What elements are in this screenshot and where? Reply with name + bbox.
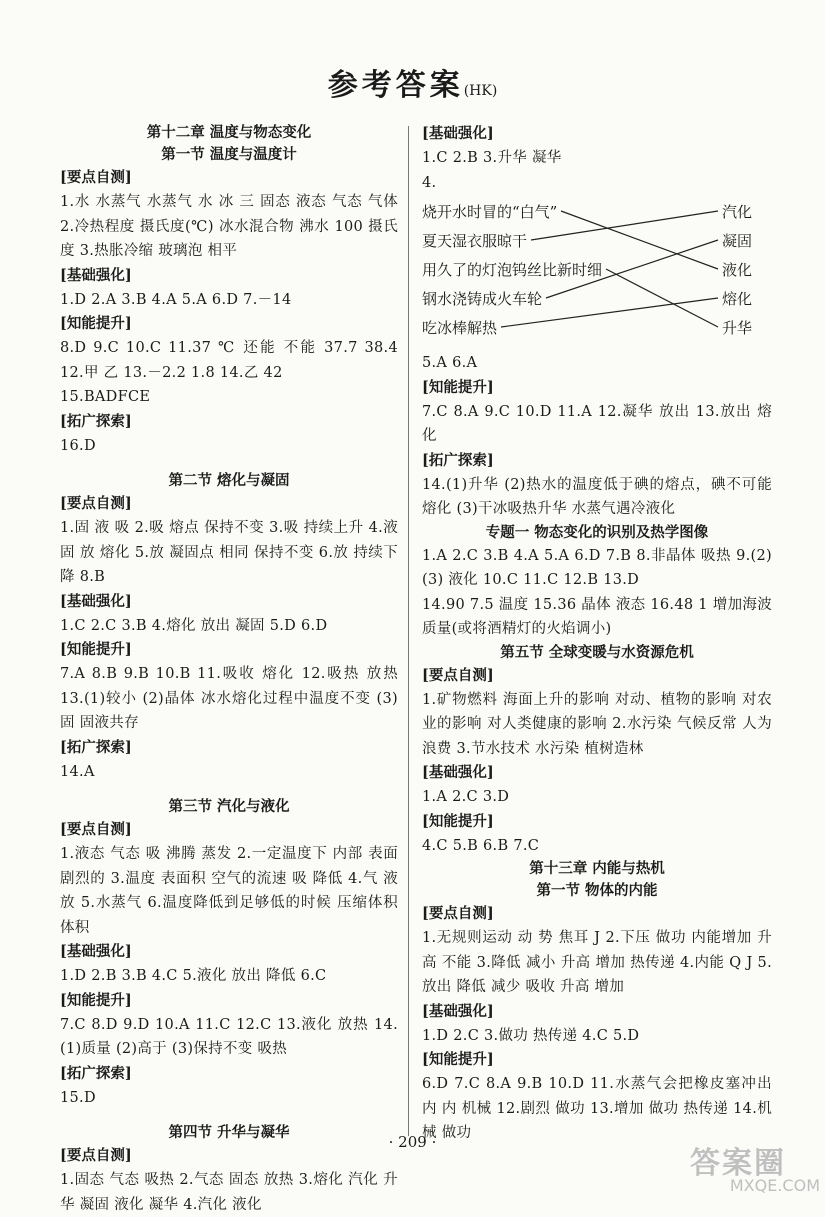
watermark-text: 答案圈 bbox=[690, 1146, 786, 1181]
match-right-item: 熔化 bbox=[722, 290, 753, 308]
column-divider bbox=[408, 126, 409, 1136]
exercise-tag: [拓广探索] bbox=[60, 1064, 132, 1082]
answer-text: 1.D 2.C 3.做功 热传递 4.C 5.D bbox=[422, 1027, 640, 1044]
match-right-item: 升华 bbox=[722, 319, 753, 337]
exercise-tag: [拓广探索] bbox=[60, 412, 132, 430]
answer-text: 6.D 7.C 8.A 9.B 10.D 11.水蒸气会把橡皮塞冲出 内 内 机械 12.剧烈 做功 13.增加 做功 热传递 14.机械 做功 bbox=[422, 1076, 772, 1141]
answer-text: 5.A 6.A bbox=[422, 355, 478, 371]
answer-text: 14.90 7.5 温度 15.36 晶体 液态 16.48 1 增加海波质量(或将酒精灯的火焰调小) bbox=[422, 596, 772, 637]
exercise-tag: [要点自测] bbox=[60, 1147, 132, 1164]
watermark-url: MXQE.COM bbox=[729, 1176, 820, 1195]
answer-text: 1.C 2.C 3.B 4.熔化 放出 凝固 5.D 6.D bbox=[60, 617, 328, 634]
exercise-tag: [拓广探索] bbox=[60, 738, 132, 756]
exercise-tag: [拓广探索] bbox=[422, 451, 494, 469]
page-title bbox=[0, 60, 825, 104]
exercise-tag: [基础强化] bbox=[422, 125, 494, 142]
right-bottom-block bbox=[422, 351, 772, 1146]
answer-text: 7.C 8.A 9.C 10.D 11.A 12.凝华 放出 13.放出 熔化 bbox=[422, 403, 772, 444]
match-right-item: 汽化 bbox=[722, 203, 753, 221]
title-suffix: (HK) bbox=[463, 83, 498, 99]
section-heading: 第一节 物体的内能 bbox=[536, 882, 658, 899]
answer-text: 1.固 液 吸 2.吸 熔点 保持不变 3.吸 持续上升 4.液 固 放 熔化 5.放 凝固点 相同 保持不变 6.放 持续下降 8.B bbox=[60, 520, 398, 585]
match-connector bbox=[531, 211, 718, 240]
exercise-tag: [基础强化] bbox=[60, 943, 132, 960]
exercise-tag: [基础强化] bbox=[60, 592, 132, 610]
match-right-item: 液化 bbox=[722, 261, 753, 279]
right-column bbox=[422, 122, 772, 1146]
answer-text: 1.无规则运动 动 势 焦耳 J 2.下压 做功 内能增加 升高 不能 3.降低 减小 升高 增加 热传递 4.内能 Q J 5.放出 降低 减少 吸收 升高 增加 bbox=[422, 930, 772, 995]
answer-text: 4.C 5.B 6.B 7.C bbox=[422, 837, 540, 854]
exercise-tag: [基础强化] bbox=[422, 1002, 494, 1020]
answer-text: 8.D 9.C 10.C 11.37 ℃ 还能 不能 37.7 38.4 12.甲 乙 13.－2.2 1.8 14.乙 42 bbox=[60, 340, 398, 381]
answer-text: 1.A 2.C 3.D bbox=[422, 789, 510, 805]
answer-text: 1.固态 气态 吸热 2.气态 固态 放热 3.熔化 汽化 升华 凝固 液化 凝华 4.汽化 液化 bbox=[60, 1172, 398, 1213]
match-left-item: 夏天湿衣服晾干 bbox=[422, 232, 528, 250]
match-right-item: 凝固 bbox=[722, 232, 753, 250]
answer-text: 7.C 8.D 9.D 10.A 11.C 12.C 13.液化 放热 14.(1)质量 (2)高于 (3)保持不变 吸热 bbox=[60, 1016, 398, 1057]
match-left-item: 钢水浇铸成火车轮 bbox=[422, 290, 543, 308]
match-left-item: 用久了的灯泡钨丝比新时细 bbox=[422, 261, 603, 279]
chapter-heading: 第十二章 温度与物态变化 bbox=[146, 124, 312, 141]
answer-text: 1.C 2.B 3.升华 凝华 bbox=[422, 150, 562, 166]
page-number: · 209 · bbox=[388, 1133, 437, 1151]
match-left-item: 吃冰棒解热 bbox=[422, 319, 498, 337]
answer-text: 1.D 2.A 3.B 4.A 5.A 6.D 7.－14 bbox=[60, 291, 292, 308]
exercise-tag: [要点自测] bbox=[422, 905, 494, 922]
exercise-tag: [知能提升] bbox=[422, 378, 494, 396]
section-heading: 专题一 物态变化的识别及热学图像 bbox=[485, 523, 709, 541]
answer-text: 14.(1)升华 (2)热水的温度低于碘的熔点，碘不可能熔化 (3)干冰吸热升华 水蒸气遇冷液化 bbox=[422, 476, 772, 517]
chapter-heading: 第十三章 内能与热机 bbox=[529, 860, 665, 877]
exercise-tag: [知能提升] bbox=[422, 1051, 494, 1068]
answer-text: 15.BADFCE bbox=[60, 389, 151, 405]
answer-text: 7.A 8.B 9.B 10.B 11.吸收 熔化 12.吸热 放热 13.(1)较小 (2)晶体 冰水熔化过程中温度不变 (3)固 固液共存 bbox=[60, 666, 398, 731]
section-heading: 第五节 全球变暖与水资源危机 bbox=[500, 643, 694, 661]
answer-text: 1.矿物燃料 海面上升的影响 对动、植物的影响 对农业的影响 对人类健康的影响 2.水污染 气候反常 人为浪费 3.节水技术 水污染 植树造林 bbox=[422, 691, 772, 757]
exercise-tag: [要点自测] bbox=[422, 666, 494, 684]
exercise-tag: [要点自测] bbox=[60, 821, 132, 838]
section-heading: 第一节 温度与温度计 bbox=[161, 146, 297, 163]
exercise-tag: [基础强化] bbox=[422, 764, 494, 781]
answer-text: 1.D 2.B 3.B 4.C 5.液化 放出 降低 6.C bbox=[60, 968, 327, 984]
section-heading: 第二节 熔化与凝固 bbox=[168, 472, 290, 489]
left-column bbox=[60, 122, 398, 1217]
exercise-tag: [知能提升] bbox=[60, 315, 132, 332]
answer-text: 1.液态 气态 吸 沸腾 蒸发 2.一定温度下 内部 表面 剧烈的 3.温度 表面积 空气的流速 吸 降低 4.气 液 放 5.水蒸气 6.温度降低到足够低的时候 压缩体积 体积 bbox=[60, 846, 398, 936]
answer-text: 16.D bbox=[60, 437, 96, 454]
answer-text: 15.D bbox=[60, 1089, 96, 1106]
answer-text: 4. bbox=[422, 174, 437, 191]
section-heading: 第四节 升华与凝华 bbox=[168, 1124, 290, 1141]
exercise-tag: [要点自测] bbox=[60, 495, 132, 512]
match-left-item: 烧开水时冒的“白气” bbox=[422, 203, 558, 221]
answer-text: 1.水 水蒸气 水蒸气 水 冰 三 固态 液态 气态 气体 2.冷热程度 摄氏度(℃) 冰水混合物 沸水 100 摄氏度 3.热胀冷缩 玻璃泡 相平 bbox=[60, 194, 398, 259]
answer-text: 1.A 2.C 3.B 4.A 5.A 6.D 7.B 8.非晶体 吸热 9.(2)(3) 液化 10.C 11.C 12.B 13.D bbox=[422, 547, 772, 588]
answer-text: 14.A bbox=[60, 763, 95, 780]
exercise-tag: [基础强化] bbox=[60, 266, 132, 284]
exercise-tag: [知能提升] bbox=[60, 991, 132, 1009]
title-text: 参考答案 bbox=[327, 68, 464, 103]
watermark-logo bbox=[690, 1138, 820, 1196]
matching-exercise bbox=[422, 197, 772, 347]
exercise-tag: [知能提升] bbox=[60, 641, 132, 658]
match-connector bbox=[606, 269, 718, 327]
exercise-tag: [知能提升] bbox=[422, 812, 494, 830]
exercise-tag: [要点自测] bbox=[60, 169, 132, 186]
section-heading: 第三节 汽化与液化 bbox=[168, 798, 290, 815]
right-top-block bbox=[422, 122, 772, 195]
